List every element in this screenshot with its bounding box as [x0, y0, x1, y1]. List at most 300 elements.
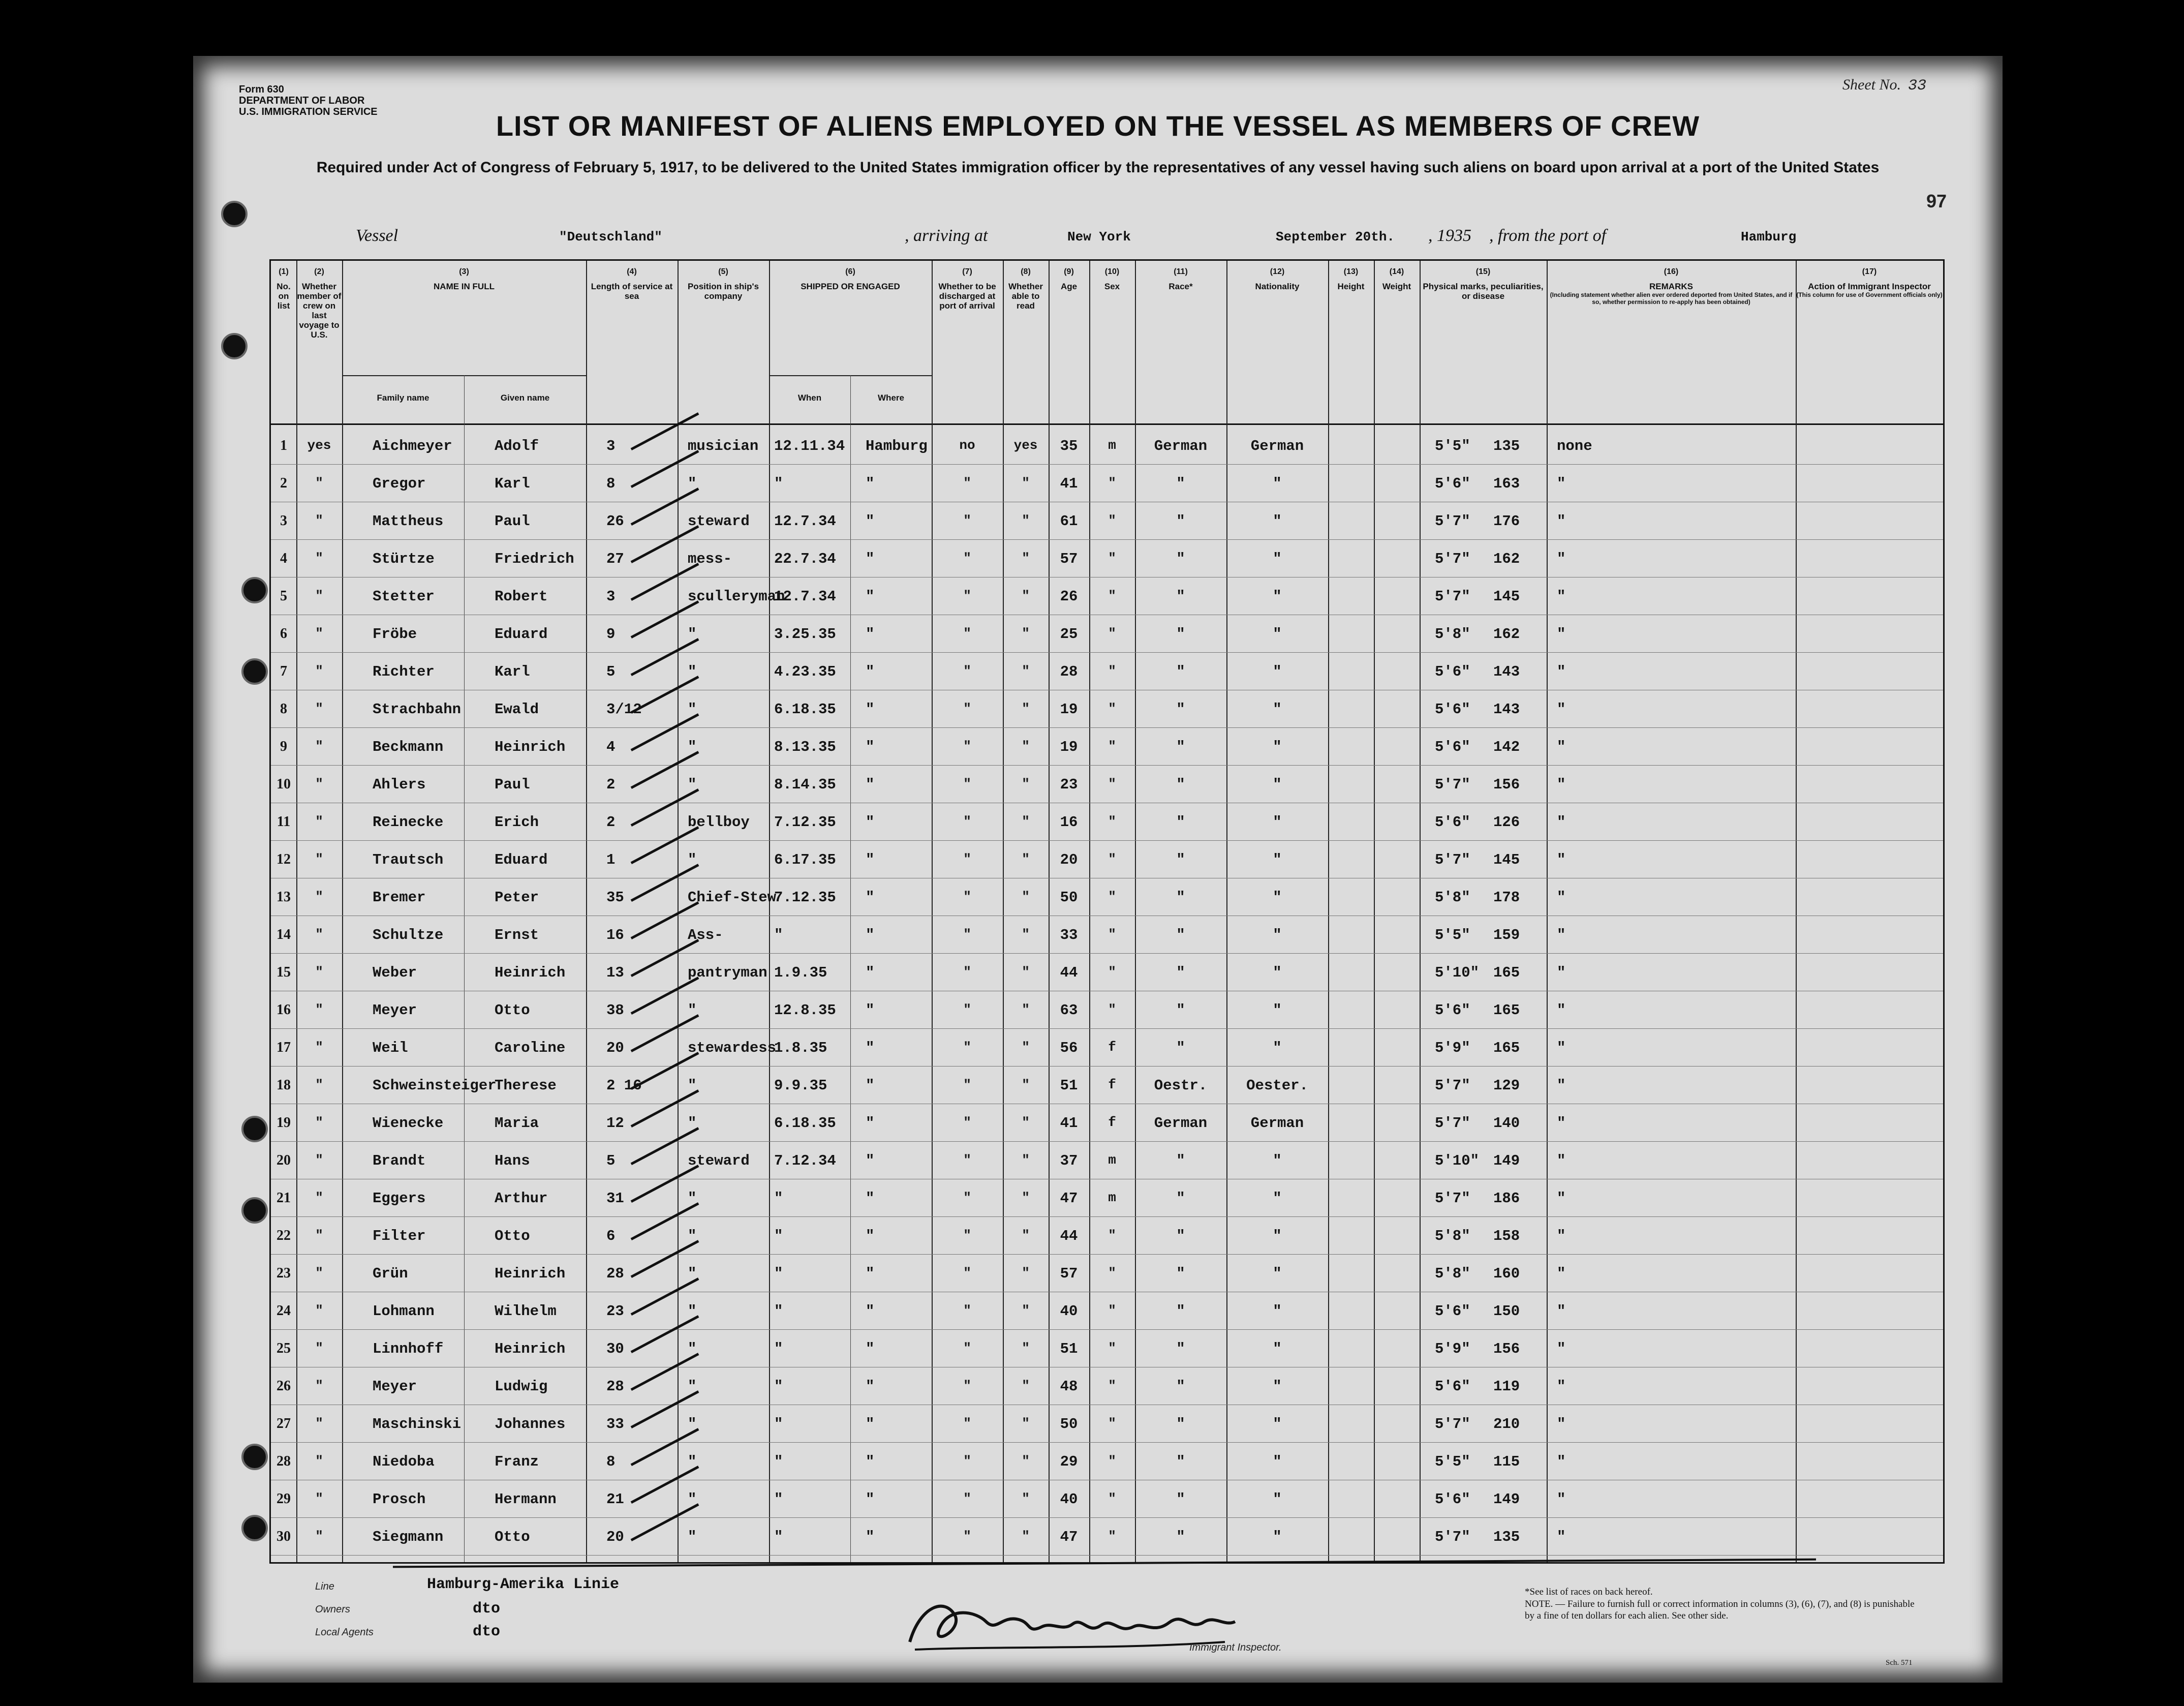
- cell-nat: ": [1273, 814, 1282, 831]
- cell-given: Caroline: [495, 1040, 566, 1056]
- cell-given: Hermann: [495, 1491, 557, 1508]
- cell-given: Otto: [495, 1228, 530, 1244]
- column-header: [1049, 261, 1089, 291]
- cell-weight: 145: [1493, 588, 1520, 605]
- column-label: Age: [1060, 282, 1078, 291]
- cell-nat: ": [1273, 964, 1282, 981]
- column-number: (5): [718, 267, 728, 276]
- cell-service: 1: [606, 851, 616, 868]
- cell-height: 5'10": [1435, 1152, 1480, 1169]
- cell-nat: ": [1273, 1190, 1282, 1207]
- cell-sex: f: [1108, 1115, 1116, 1130]
- cell-age: 41: [1060, 1115, 1078, 1132]
- cell-position: ": [688, 1190, 697, 1207]
- cell-position: ": [688, 1077, 697, 1094]
- column-header: [1547, 261, 1796, 306]
- cell-marks: ": [1557, 626, 1566, 643]
- cell-given: Eduard: [495, 851, 548, 868]
- table-row: [271, 1216, 1943, 1217]
- cell-position: ": [688, 1265, 697, 1282]
- cell-marks: ": [1557, 1265, 1566, 1282]
- cell-disch: ": [963, 964, 971, 980]
- cell-family: Wienecke: [373, 1115, 444, 1132]
- cell-no: 2: [280, 475, 287, 491]
- cell-disch: ": [963, 1190, 971, 1205]
- cell-race: ": [1176, 1491, 1185, 1508]
- column-label: Height: [1337, 282, 1365, 291]
- cell-service: 23: [606, 1303, 624, 1320]
- cell-service: 2: [606, 814, 616, 831]
- cell-where: ": [866, 1529, 875, 1545]
- binder-hole: [241, 577, 268, 603]
- cell-marks: ": [1557, 663, 1566, 680]
- cell-weight: 165: [1493, 1040, 1520, 1056]
- cell-no: 23: [276, 1265, 291, 1281]
- cell-given: Hans: [495, 1152, 530, 1169]
- cell-no: 27: [276, 1416, 291, 1431]
- cell-last: ": [315, 701, 323, 716]
- cell-position: bellboy: [688, 814, 750, 831]
- column-header: [769, 261, 932, 403]
- cell-family: Filter: [373, 1228, 426, 1244]
- cell-race: ": [1176, 851, 1185, 868]
- cell-marks: ": [1557, 776, 1566, 793]
- cell-last: ": [315, 889, 323, 904]
- cell-given: Ernst: [495, 927, 539, 943]
- cell-service: 13: [606, 964, 624, 981]
- cell-when: 1.9.35: [774, 964, 827, 981]
- cell-height: 5'7": [1435, 513, 1470, 530]
- cell-weight: 115: [1493, 1453, 1520, 1470]
- cell-no: 29: [276, 1491, 291, 1507]
- column-number: (3): [459, 267, 469, 276]
- cell-age: 47: [1060, 1529, 1078, 1545]
- cell-last: ": [315, 1228, 323, 1243]
- table-row: [271, 652, 1943, 653]
- page-subtitle: Required under Act of Congress of February 5, 1917, to be delivered to the United States immigration officer by the representatives of any vessel having such aliens on board upon arrival at a port of the United States: [316, 159, 1880, 176]
- cell-no: 21: [276, 1190, 291, 1206]
- cell-marks: ": [1557, 1228, 1566, 1244]
- cell-sex: ": [1108, 1378, 1116, 1393]
- vessel-line: [356, 226, 1881, 252]
- cell-given: Heinrich: [495, 1265, 566, 1282]
- column-label: No. on list: [276, 282, 291, 311]
- arrival-port: New York: [1067, 229, 1131, 245]
- cell-age: 44: [1060, 964, 1078, 981]
- footer: [269, 1576, 1942, 1678]
- cell-disch: ": [963, 1265, 971, 1281]
- cell-age: 56: [1060, 1040, 1078, 1056]
- cell-sex: ": [1108, 814, 1116, 829]
- cell-where: ": [866, 1303, 875, 1320]
- cell-read: ": [1022, 701, 1030, 716]
- cell-marks: ": [1557, 964, 1566, 981]
- table-row: [271, 1028, 1943, 1029]
- cell-height: 5'6": [1435, 1303, 1470, 1320]
- cell-family: Richter: [373, 663, 435, 680]
- cell-age: 25: [1060, 626, 1078, 643]
- cell-last: ": [315, 1378, 323, 1393]
- cell-race: ": [1176, 1453, 1185, 1470]
- table-header: [271, 261, 1943, 425]
- cell-race: ": [1176, 701, 1185, 718]
- cell-family: Beckmann: [373, 739, 444, 755]
- cell-height: 5'7": [1435, 551, 1470, 567]
- cell-where: ": [866, 513, 875, 530]
- cell-weight: 135: [1493, 438, 1520, 454]
- cell-sex: ": [1108, 1341, 1116, 1356]
- cell-when: 6.18.35: [774, 701, 836, 718]
- cell-race: ": [1176, 739, 1185, 755]
- cell-marks: none: [1557, 438, 1592, 454]
- sheet-number-value: 33: [1908, 77, 1926, 95]
- cell-race: ": [1176, 588, 1185, 605]
- cell-nat: ": [1273, 889, 1282, 906]
- cell-last: ": [315, 1190, 323, 1205]
- from-port-label: , from the port of: [1489, 226, 1607, 245]
- cell-last: ": [315, 1115, 323, 1130]
- arrival-date: September 20th.: [1276, 229, 1395, 245]
- cell-height: 5'7": [1435, 1077, 1470, 1094]
- cell-no: 26: [276, 1378, 291, 1394]
- cell-read: ": [1022, 1341, 1030, 1356]
- cell-disch: ": [963, 1453, 971, 1469]
- cell-sex: ": [1108, 663, 1116, 679]
- vessel-name: "Deutschland": [559, 229, 662, 245]
- cell-service: 12: [606, 1115, 624, 1132]
- cell-when: 1.8.35: [774, 1040, 827, 1056]
- cell-sex: ": [1108, 1228, 1116, 1243]
- cell-no: 8: [280, 701, 287, 717]
- cell-position: ": [688, 1416, 697, 1433]
- column-header: [1226, 261, 1328, 291]
- cell-age: 63: [1060, 1002, 1078, 1019]
- cell-nat: ": [1273, 1228, 1282, 1244]
- cell-where: ": [866, 927, 875, 943]
- cell-read: ": [1022, 663, 1030, 679]
- cell-service: 30: [606, 1341, 624, 1357]
- cell-where: ": [866, 1416, 875, 1433]
- cell-sex: ": [1108, 588, 1116, 603]
- cell-no: 16: [276, 1002, 291, 1018]
- cell-read: ": [1022, 551, 1030, 566]
- cell-age: 19: [1060, 739, 1078, 755]
- cell-weight: 163: [1493, 475, 1520, 492]
- cell-read: yes: [1013, 438, 1038, 453]
- cell-where: ": [866, 1265, 875, 1282]
- cell-weight: 156: [1493, 776, 1520, 793]
- cell-nat: ": [1273, 701, 1282, 718]
- cell-where: ": [866, 1228, 875, 1244]
- cell-race: ": [1176, 663, 1185, 680]
- cell-no: 3: [280, 513, 287, 529]
- column-number: (17): [1862, 267, 1877, 276]
- cell-weight: 143: [1493, 663, 1520, 680]
- cell-disch: ": [963, 851, 971, 867]
- cell-where: ": [866, 814, 875, 831]
- cell-when: ": [774, 1228, 783, 1244]
- cell-where: ": [866, 1378, 875, 1395]
- cell-service: 38: [606, 1002, 624, 1019]
- departure-port: Hamburg: [1741, 229, 1797, 245]
- table-row: [271, 539, 1943, 540]
- cell-weight: 158: [1493, 1228, 1520, 1244]
- cell-last: ": [315, 1265, 323, 1281]
- cell-given: Paul: [495, 776, 530, 793]
- cell-height: 5'5": [1435, 438, 1470, 454]
- column-label: Sex: [1104, 282, 1120, 291]
- column-number: (4): [627, 267, 637, 276]
- cell-race: ": [1176, 927, 1185, 943]
- cell-marks: ": [1557, 1416, 1566, 1433]
- table-row: [271, 1066, 1943, 1067]
- cell-marks: ": [1557, 1152, 1566, 1169]
- cell-weight: 142: [1493, 739, 1520, 755]
- column-header: [342, 261, 586, 403]
- cell-nat: ": [1273, 1529, 1282, 1545]
- cell-sex: f: [1108, 1040, 1116, 1055]
- cell-position: stewardess: [688, 1040, 777, 1056]
- cell-last: ": [315, 1002, 323, 1017]
- cell-race: ": [1176, 1228, 1185, 1244]
- binder-hole: [221, 333, 248, 359]
- owners-value: dto: [473, 1600, 501, 1618]
- cell-weight: 149: [1493, 1152, 1520, 1169]
- cell-position: ": [688, 1491, 697, 1508]
- column-number: (13): [1343, 267, 1359, 276]
- table-row: [271, 1442, 1943, 1443]
- cell-position: steward: [688, 513, 750, 530]
- cell-nat: ": [1273, 1303, 1282, 1320]
- cell-no: 15: [276, 964, 291, 980]
- cell-age: 47: [1060, 1190, 1078, 1207]
- cell-where: ": [866, 851, 875, 868]
- cell-service: 3/12: [606, 701, 642, 718]
- column-header: [1135, 261, 1226, 291]
- cell-given: Robert: [495, 588, 548, 605]
- cell-no: 11: [276, 814, 291, 830]
- cell-weight: 165: [1493, 1002, 1520, 1019]
- cell-position: pantryman: [688, 964, 767, 981]
- cell-family: Reinecke: [373, 814, 444, 831]
- cell-where: ": [866, 663, 875, 680]
- cell-age: 33: [1060, 927, 1078, 943]
- cell-nat: ": [1273, 513, 1282, 530]
- cell-height: 5'7": [1435, 776, 1470, 793]
- cell-nat: ": [1273, 851, 1282, 868]
- cell-given: Arthur: [495, 1190, 548, 1207]
- cell-weight: 176: [1493, 513, 1520, 530]
- cell-no: 17: [276, 1040, 291, 1055]
- cell-last: ": [315, 663, 323, 679]
- column-label: Whether member of crew on last voyage to U.S.: [297, 282, 342, 340]
- cell-marks: ": [1557, 1378, 1566, 1395]
- cell-weight: 150: [1493, 1303, 1520, 1320]
- column-number: (6): [845, 267, 855, 276]
- cell-family: Brandt: [373, 1152, 426, 1169]
- cell-last: ": [315, 551, 323, 566]
- cell-read: ": [1022, 1040, 1030, 1055]
- column-header: [678, 261, 769, 301]
- cell-height: 5'6": [1435, 1378, 1470, 1395]
- cell-height: 5'7": [1435, 1529, 1470, 1545]
- cell-service: 21: [606, 1491, 624, 1508]
- column-subheader: Given name: [500, 393, 550, 403]
- cell-race: ": [1176, 1341, 1185, 1357]
- cell-read: ": [1022, 1453, 1030, 1469]
- cell-disch: ": [963, 1491, 971, 1506]
- cell-read: ": [1022, 1265, 1030, 1281]
- cell-where: Hamburg: [866, 438, 928, 454]
- cell-last: ": [315, 927, 323, 942]
- cell-height: 5'8": [1435, 889, 1470, 906]
- cell-where: ": [866, 1040, 875, 1056]
- cell-disch: ": [963, 1077, 971, 1092]
- cell-where: ": [866, 1077, 875, 1094]
- cell-when: 9.9.35: [774, 1077, 827, 1094]
- cell-family: Prosch: [373, 1491, 426, 1508]
- table-row: [271, 727, 1943, 728]
- cell-height: 5'8": [1435, 1228, 1470, 1244]
- cell-sex: ": [1108, 889, 1116, 904]
- cell-service: 3: [606, 438, 616, 454]
- line-label: Line: [315, 1581, 334, 1592]
- cell-race: ": [1176, 513, 1185, 530]
- cell-sex: ": [1108, 626, 1116, 641]
- vessel-label: Vessel: [356, 226, 398, 245]
- cell-race: ": [1176, 1303, 1185, 1320]
- binder-hole: [221, 201, 248, 227]
- cell-last: ": [315, 776, 323, 791]
- cell-weight: 178: [1493, 889, 1520, 906]
- cell-given: Karl: [495, 475, 530, 492]
- cell-position: ": [688, 1303, 697, 1320]
- cell-when: 4.23.35: [774, 663, 836, 680]
- cell-family: Ahlers: [373, 776, 426, 793]
- cell-given: Karl: [495, 663, 530, 680]
- cell-weight: 140: [1493, 1115, 1520, 1132]
- cell-disch: ": [963, 475, 971, 491]
- cell-sex: ": [1108, 1529, 1116, 1544]
- cell-marks: ": [1557, 927, 1566, 943]
- cell-marks: ": [1557, 1002, 1566, 1019]
- cell-marks: ": [1557, 701, 1566, 718]
- cell-last: ": [315, 1416, 323, 1431]
- cell-race: ": [1176, 1040, 1185, 1056]
- cell-weight: 162: [1493, 551, 1520, 567]
- agents-label: Local Agents: [315, 1627, 374, 1638]
- cell-no: 10: [276, 776, 291, 792]
- cell-given: Otto: [495, 1002, 530, 1019]
- column-label: Whether able to read: [1008, 282, 1043, 311]
- cell-nat: ": [1273, 1378, 1282, 1395]
- cell-height: 5'7": [1435, 588, 1470, 605]
- cell-marks: ": [1557, 1040, 1566, 1056]
- column-label: Nationality: [1255, 282, 1300, 291]
- cell-age: 20: [1060, 851, 1078, 868]
- cell-height: 5'7": [1435, 1115, 1470, 1132]
- column-number: (9): [1064, 267, 1074, 276]
- cell-position: mess-: [688, 551, 732, 567]
- cell-height: 5'6": [1435, 739, 1470, 755]
- cell-height: 5'9": [1435, 1341, 1470, 1357]
- cell-read: ": [1022, 588, 1030, 603]
- cell-nat: ": [1273, 663, 1282, 680]
- column-header: [1328, 261, 1374, 291]
- column-label: SHIPPED OR ENGAGED: [801, 282, 900, 291]
- cell-disch: ": [963, 1416, 971, 1431]
- cell-race: ": [1176, 1378, 1185, 1395]
- cell-disch: ": [963, 1529, 971, 1544]
- cell-read: ": [1022, 851, 1030, 867]
- cell-height: 5'7": [1435, 851, 1470, 868]
- cell-race: Oestr.: [1154, 1077, 1208, 1094]
- cell-age: 61: [1060, 513, 1078, 530]
- column-header: [1796, 261, 1943, 298]
- table-row: [271, 1141, 1943, 1142]
- cell-nat: ": [1273, 1152, 1282, 1169]
- cell-last: ": [315, 814, 323, 829]
- column-number: (7): [962, 267, 972, 276]
- cell-where: ": [866, 1002, 875, 1019]
- cell-when: 7.12.34: [774, 1152, 836, 1169]
- cell-disch: ": [963, 513, 971, 528]
- cell-service: 2 16: [606, 1077, 642, 1094]
- cell-race: ": [1176, 551, 1185, 567]
- department-stamp: Form 630 DEPARTMENT OF LABOR U.S. IMMIGRATION SERVICE: [239, 84, 378, 117]
- cell-age: 19: [1060, 701, 1078, 718]
- cell-read: ": [1022, 626, 1030, 641]
- cell-when: 12.8.35: [774, 1002, 836, 1019]
- cell-disch: ": [963, 588, 971, 603]
- cell-position: ": [688, 1378, 697, 1395]
- cell-nat: ": [1273, 1453, 1282, 1470]
- cell-when: 12.7.34: [774, 513, 836, 530]
- cell-where: ": [866, 1152, 875, 1169]
- cell-when: 22.7.34: [774, 551, 836, 567]
- cell-position: ": [688, 739, 697, 755]
- cell-disch: ": [963, 776, 971, 791]
- cell-race: ": [1176, 475, 1185, 492]
- cell-service: 33: [606, 1416, 624, 1433]
- cell-last: ": [315, 964, 323, 980]
- cell-when: 3.25.35: [774, 626, 836, 643]
- cell-race: ": [1176, 1529, 1185, 1545]
- cell-when: 8.13.35: [774, 739, 836, 755]
- cell-family: Strachbahn: [373, 701, 462, 718]
- cell-position: steward: [688, 1152, 750, 1169]
- cell-when: ": [774, 1341, 783, 1357]
- arriving-label: , arriving at: [905, 226, 988, 245]
- cell-family: Stürtze: [373, 551, 435, 567]
- cell-marks: ": [1557, 475, 1566, 492]
- cell-height: 5'7": [1435, 1416, 1470, 1433]
- cell-family: Trautsch: [373, 851, 444, 868]
- cell-weight: 165: [1493, 964, 1520, 981]
- cell-last: ": [315, 513, 323, 528]
- column-number: (11): [1174, 267, 1188, 276]
- cell-service: 31: [606, 1190, 624, 1207]
- cell-service: 20: [606, 1040, 624, 1056]
- column-header: [932, 261, 1003, 311]
- cell-height: 5'6": [1435, 1491, 1470, 1508]
- cell-sex: ": [1108, 964, 1116, 980]
- cell-sex: ": [1108, 513, 1116, 528]
- column-subheader: Family name: [377, 393, 429, 403]
- table-row: [271, 840, 1943, 841]
- binder-hole: [241, 1197, 268, 1224]
- cell-nat: ": [1273, 588, 1282, 605]
